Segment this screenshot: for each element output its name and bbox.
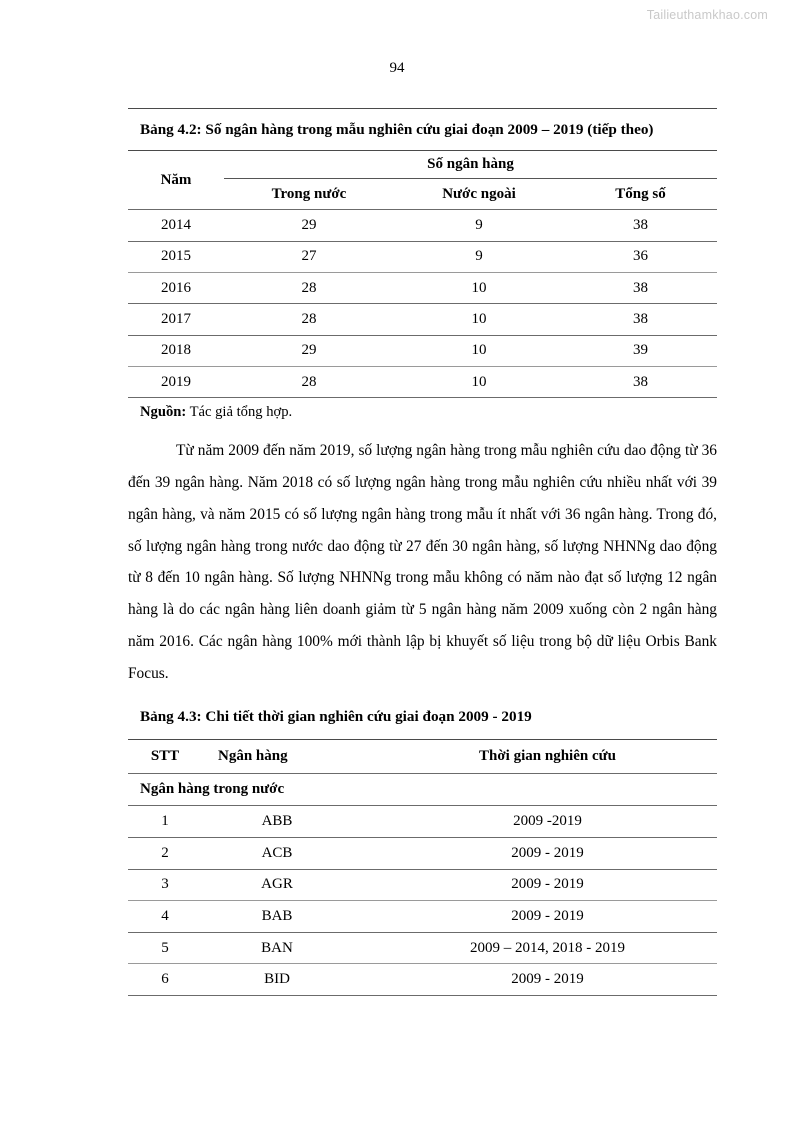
table-42-cell-year: 2014: [128, 210, 224, 241]
table-42-cell-domestic: 28: [224, 367, 394, 398]
table-43-cell-bank: ABB: [202, 806, 378, 838]
table-42-cell-domestic: 27: [224, 241, 394, 272]
table-43-cell-bank: BAB: [202, 901, 378, 933]
table-42-cell-total: 38: [564, 304, 717, 335]
table-42-cell-foreign: 10: [394, 367, 564, 398]
table-42-caption: Bảng 4.2: Số ngân hàng trong mẫu nghiên cứu giai đoạn 2009 – 2019 (tiếp theo): [140, 121, 654, 138]
table-row: [128, 304, 717, 335]
table-42-cell-total: 36: [564, 241, 717, 272]
table-42-cell-domestic: 28: [224, 272, 394, 303]
table-42-source: [128, 398, 717, 421]
table-43-cell-period: 2009 - 2019: [378, 838, 717, 870]
table-42-header-year: Năm: [128, 151, 224, 210]
table-43-group-label: Ngân hàng trong nước: [128, 774, 717, 806]
page-content: [128, 108, 717, 996]
table-42-header-foreign: Nước ngoài: [442, 185, 516, 202]
table-43-header-stt: STT: [128, 740, 202, 774]
table-43-cell-bank: BAN: [202, 932, 378, 964]
table-43-cell-period: 2009 – 2014, 2018 - 2019: [378, 932, 717, 964]
table-row: [128, 964, 717, 996]
table-row: [128, 335, 717, 366]
table-42-cell-domestic: 29: [224, 210, 394, 241]
table-42-cell-foreign: 10: [394, 335, 564, 366]
table-42-cell-total: 38: [564, 272, 717, 303]
table-43-cell-bank: ACB: [202, 838, 378, 870]
table-43-header-period: Thời gian nghiên cứu: [378, 740, 717, 774]
table-43-cell-stt: 1: [128, 806, 202, 838]
table-42-header-domestic: Trong nước: [271, 185, 347, 202]
table-43-header-bank: Ngân hàng: [202, 740, 378, 774]
table-43-cell-period: 2009 - 2019: [378, 964, 717, 996]
table-43-cell-period: 2009 -2019: [378, 806, 717, 838]
table-42-cell-foreign: 10: [394, 304, 564, 335]
table-43-cell-stt: 5: [128, 932, 202, 964]
table-42-cell-domestic: 28: [224, 304, 394, 335]
table-42-header-row-1: [128, 151, 717, 179]
table-43-cell-period: 2009 - 2019: [378, 869, 717, 901]
table-42-cell-total: 38: [564, 367, 717, 398]
table-43: [128, 739, 717, 996]
body-paragraph: Từ năm 2009 đến năm 2019, số lượng ngân hàng trong mẫu nghiên cứu dao động từ 36 đến 39 ngân hàng. Năm 2018 có số lượng ngân hàng trong mẫu nghiên cứu nhiều nhất với 39 ngân hàng, và năm 2015 có số lượng ngân hàng trong mẫu ít nhất với 36 ngân hàng. Trong đó, số lượng ngân hàng trong nước dao động từ 27 đến 30 ngân hàng, số lượng NHNNg dao động từ 8 đến 10 ngân hàng. Số lượng NHNNg trong mẫu không có năm nào đạt số lượng 12 ngân hàng là do các ngân hàng liên doanh giảm từ 5 ngân hàng năm 2009 xuống còn 2 ngân hàng năm 2016. Các ngân hàng 100% mới thành lập bị khuyết số liệu trong bộ dữ liệu Orbis Bank Focus.: [128, 442, 717, 682]
table-row: [128, 367, 717, 398]
table-43-group-row: [128, 774, 717, 806]
site-watermark: Tailieuthamkhao.com: [646, 8, 768, 22]
table-43-caption: Bảng 4.3: Chi tiết thời gian nghiên cứu giai đoạn 2009 - 2019: [140, 708, 532, 726]
table-42-cell-year: 2016: [128, 272, 224, 303]
table-42-cell-year: 2017: [128, 304, 224, 335]
table-43-cell-stt: 2: [128, 838, 202, 870]
table-43-bottom-rule: [128, 996, 717, 997]
table-42-cell-foreign: 9: [394, 210, 564, 241]
table-43-cell-stt: 4: [128, 901, 202, 933]
table-43-cell-period: 2009 - 2019: [378, 901, 717, 933]
table-42: [128, 150, 717, 398]
table-42-header-total: Tổng số: [615, 185, 666, 202]
table-43-cell-stt: 6: [128, 964, 202, 996]
source-label: Nguồn:: [140, 404, 187, 421]
table-43-cell-bank: AGR: [202, 869, 378, 901]
table-42-cell-year: 2015: [128, 241, 224, 272]
table-row: [128, 869, 717, 901]
table-42-cell-total: 39: [564, 335, 717, 366]
table-43-cell-bank: BID: [202, 964, 378, 996]
table-43-header-row: [128, 740, 717, 774]
source-text: Tác giả tổng hợp.: [186, 404, 293, 421]
table-42-header-span: Số ngân hàng: [224, 151, 717, 179]
table-row: [128, 901, 717, 933]
table-42-cell-total: 38: [564, 210, 717, 241]
table-43-cell-stt: 3: [128, 869, 202, 901]
table-row: [128, 272, 717, 303]
table-42-cell-foreign: 10: [394, 272, 564, 303]
page-number: 94: [389, 60, 405, 76]
table-42-cell-year: 2018: [128, 335, 224, 366]
table-row: [128, 838, 717, 870]
table-42-cell-domestic: 29: [224, 335, 394, 366]
table-row: [128, 932, 717, 964]
table-row: [128, 806, 717, 838]
table-row: [128, 241, 717, 272]
table-row: [128, 210, 717, 241]
table-42-cell-year: 2019: [128, 367, 224, 398]
table-42-cell-foreign: 9: [394, 241, 564, 272]
